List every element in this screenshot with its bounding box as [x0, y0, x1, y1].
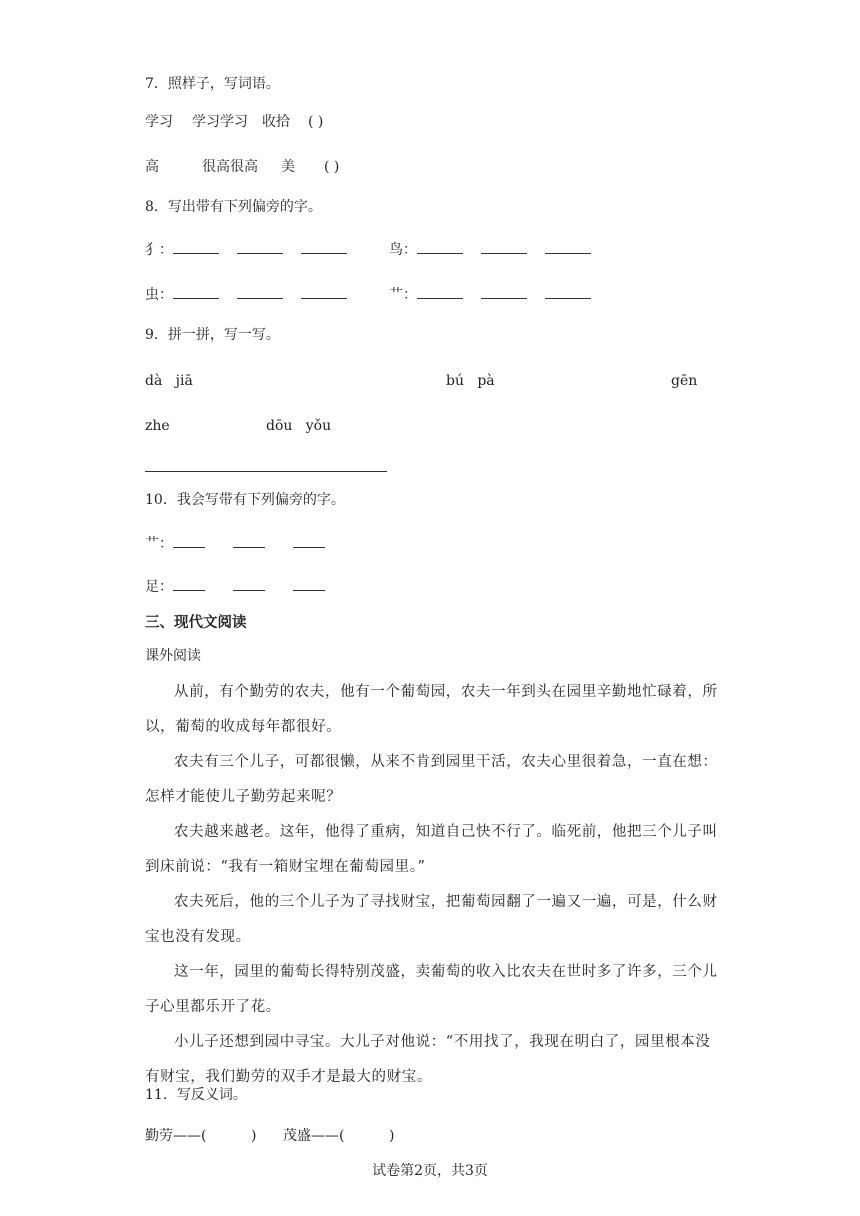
- q10-row-zu: [145, 576, 325, 596]
- page-footer: 试卷第2页，共3页: [372, 1163, 488, 1179]
- q11-antonym-2[interactable]: 茂盛——( ): [283, 1128, 395, 1144]
- answer-blank[interactable]: [173, 239, 219, 254]
- q8-row-cao: [389, 284, 591, 304]
- q8-row-quan: [145, 239, 347, 259]
- pinyin-dou-you: dōu yǒu: [266, 418, 332, 434]
- q7-row1-task: 收拾: [262, 114, 290, 130]
- pinyin-zhe: zhe: [145, 418, 170, 434]
- answer-blank[interactable]: [233, 576, 265, 591]
- q11-title: 11．写反义词。: [145, 1087, 247, 1103]
- passage-paragraph: 农夫越来越老。这年，他得了重病，知道自己快不行了。临死前，他把三个儿子叫到床前说：“我有一箱财宝埋在葡萄园里。”: [145, 824, 718, 875]
- answer-blank[interactable]: [481, 284, 527, 299]
- q8-row-niao: [389, 239, 591, 259]
- pinyin-gen: gēn: [671, 373, 698, 389]
- pinyin-bu-pa: bú pà: [446, 373, 495, 389]
- answer-blank[interactable]: [301, 239, 347, 254]
- answer-blank[interactable]: [293, 576, 325, 591]
- radical-label: 艹：: [145, 536, 173, 552]
- q7-row2-word: 高: [145, 159, 159, 175]
- q7-row1-word: 学习: [145, 114, 173, 130]
- q8-title: 8．写出带有下列偏旁的字。: [145, 199, 322, 215]
- answer-blank[interactable]: [237, 284, 283, 299]
- q11-antonym-1[interactable]: 勤劳——( ): [145, 1128, 257, 1144]
- radical-label: 鸟：: [389, 242, 417, 258]
- q8-row-chong: [145, 284, 347, 304]
- answer-blank[interactable]: [481, 239, 527, 254]
- q7-row2-example: 很高很高: [202, 159, 258, 175]
- passage-paragraph: 农夫死后，他的三个儿子为了寻找财宝，把葡萄园翻了一遍又一遍，可是，什么财宝也没有发现。: [145, 894, 718, 945]
- answer-blank[interactable]: [417, 284, 463, 299]
- radical-label: 足：: [145, 579, 173, 595]
- q10-title: 10．我会写带有下列偏旁的字。: [145, 492, 345, 508]
- passage-paragraph: 这一年，园里的葡萄长得特别茂盛，卖葡萄的收入比农夫在世时多了许多，三个儿子心里都乐开了花。: [145, 964, 718, 1015]
- q7-row1-example: 学习学习: [192, 114, 248, 130]
- answer-blank[interactable]: [301, 284, 347, 299]
- radical-label: 艹：: [389, 287, 417, 303]
- answer-line[interactable]: [145, 471, 387, 472]
- q7-row2-answer[interactable]: ( ): [324, 159, 340, 175]
- answer-blank[interactable]: [417, 239, 463, 254]
- section-title: 三、现代文阅读: [145, 615, 247, 631]
- passage-paragraph: 农夫有三个儿子，可都很懒，从来不肯到园里干活，农夫心里很着急，一直在想：怎样才能使儿子勤劳起来呢？: [145, 754, 718, 805]
- q7-title: 7．照样子，写词语。: [145, 76, 280, 92]
- answer-blank[interactable]: [293, 533, 325, 548]
- radical-label: 犭：: [145, 242, 173, 258]
- answer-blank[interactable]: [233, 533, 265, 548]
- answer-blank[interactable]: [173, 284, 219, 299]
- pinyin-da-jia: dà jiā: [145, 373, 193, 389]
- answer-blank[interactable]: [545, 284, 591, 299]
- q9-title: 9．拼一拼，写一写。: [145, 327, 280, 343]
- passage-paragraph: 从前，有个勤劳的农夫，他有一个葡萄园，农夫一年到头在园里辛勤地忙碌着，所以，葡萄的收成每年都很好。: [145, 684, 718, 735]
- answer-blank[interactable]: [545, 239, 591, 254]
- answer-blank[interactable]: [173, 576, 205, 591]
- reading-passage: [145, 675, 718, 1095]
- passage-paragraph: 小儿子还想到园中寻宝。大儿子对他说：“不用找了，我现在明白了，园里根本没有财宝，我们勤劳的双手才是最大的财宝。: [145, 1034, 711, 1085]
- section-subtitle: 课外阅读: [145, 648, 201, 664]
- radical-label: 虫：: [145, 287, 173, 303]
- answer-blank[interactable]: [237, 239, 283, 254]
- q7-row2-task: 美: [281, 159, 295, 175]
- q7-row1-answer[interactable]: ( ): [308, 114, 324, 130]
- answer-blank[interactable]: [173, 533, 205, 548]
- q10-row-cao: [145, 533, 325, 553]
